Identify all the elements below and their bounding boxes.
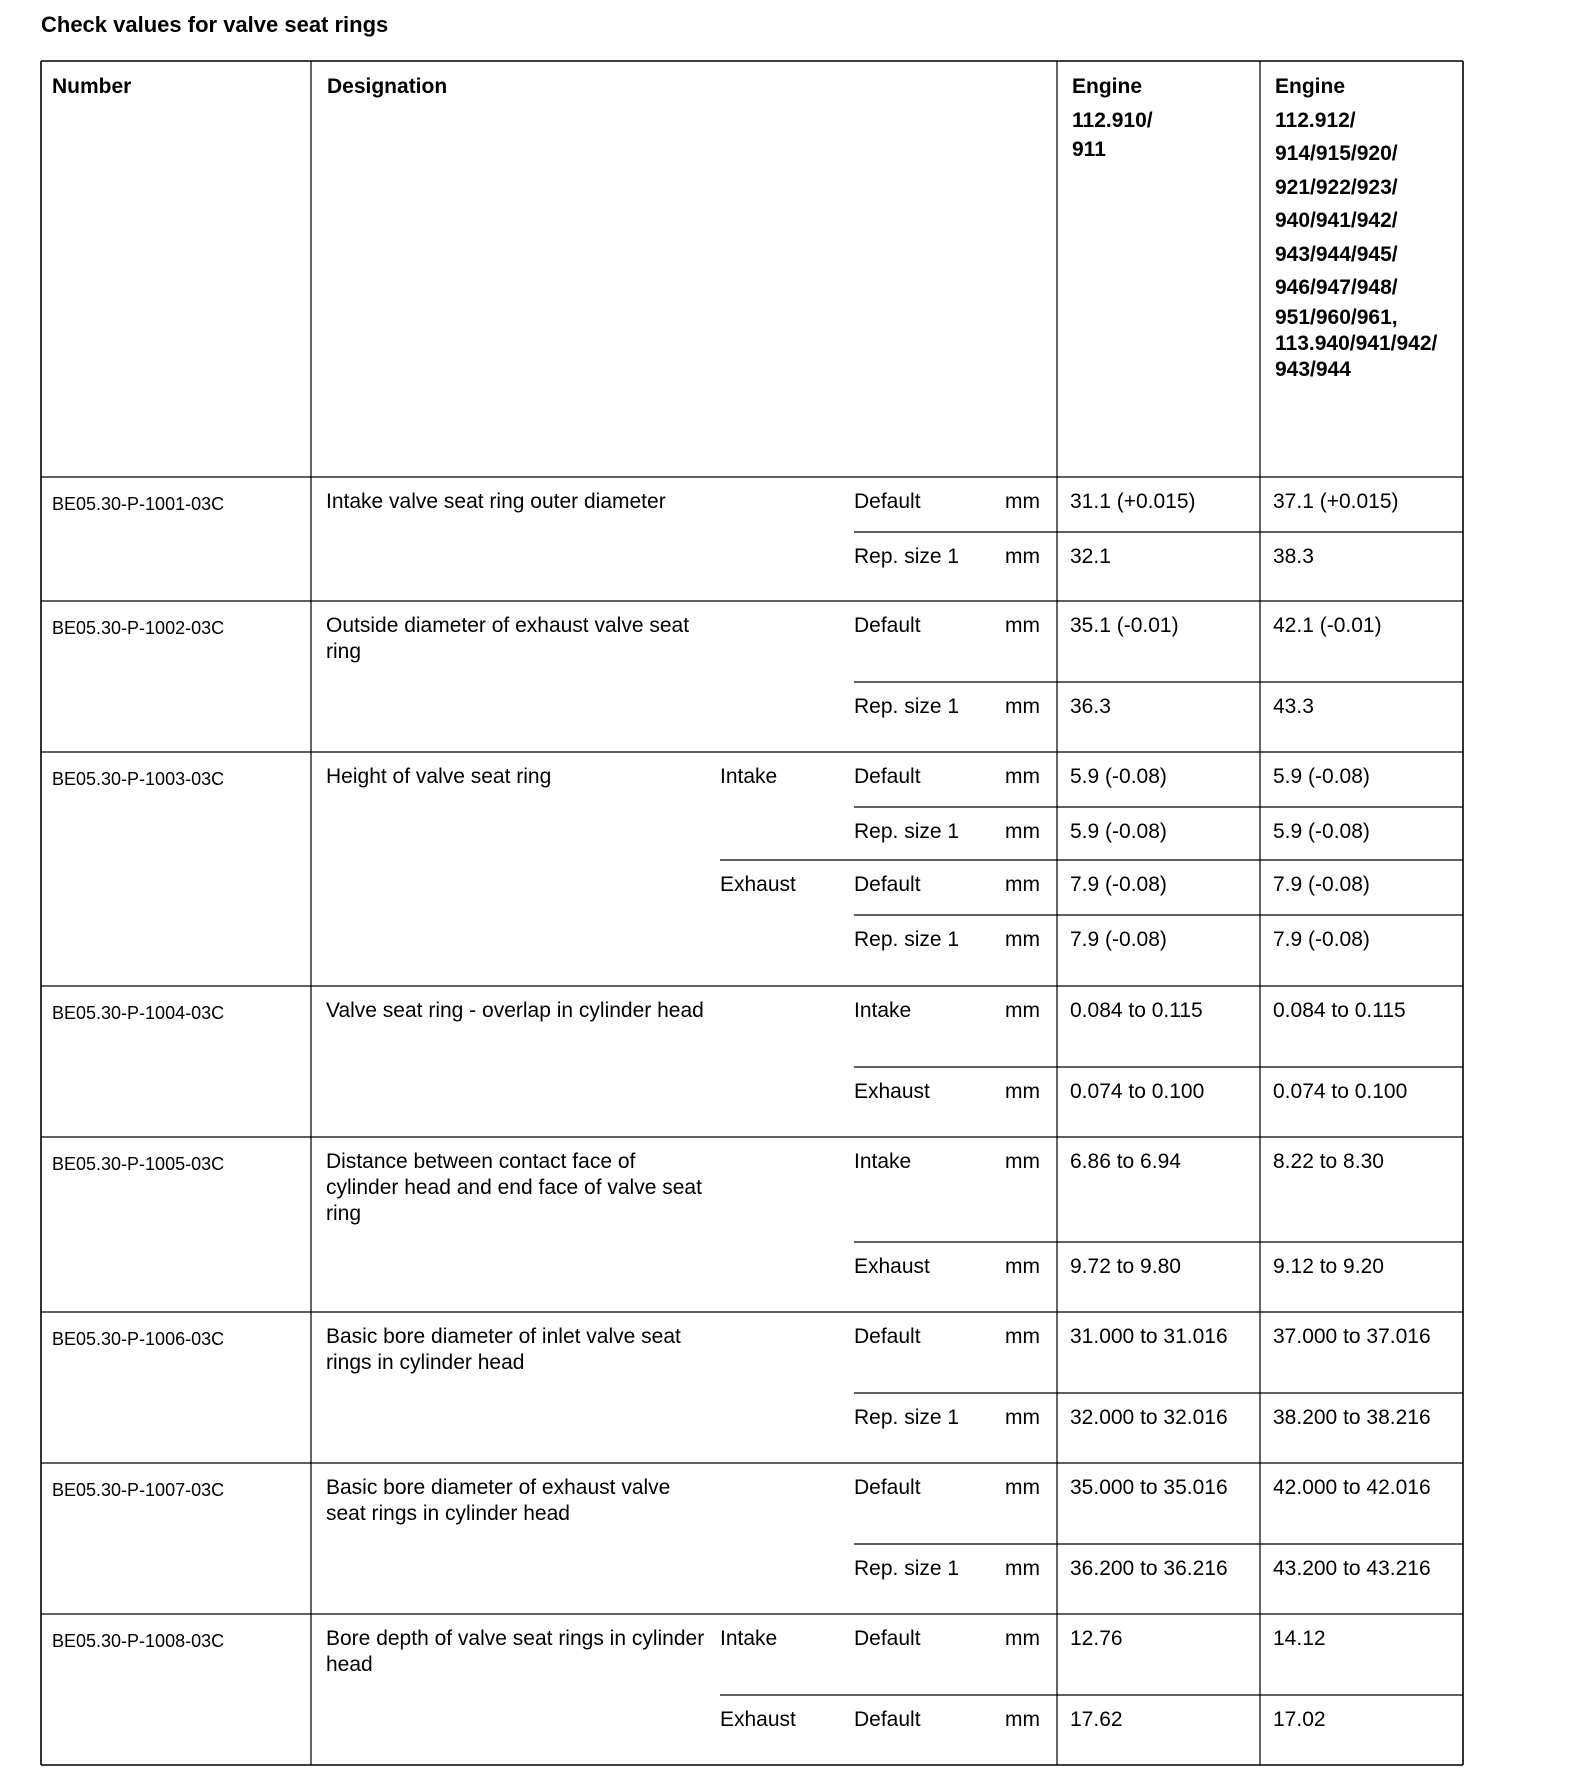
row-value-type: Rep. size 1: [854, 1557, 960, 1580]
value-engine-1: 12.76: [1070, 1627, 1123, 1650]
value-engine-1: 7.9 (-0.08): [1070, 928, 1167, 951]
row-unit: mm: [1005, 1708, 1040, 1731]
value-engine-2: 42.1 (-0.01): [1273, 614, 1382, 637]
value-engine-2: 37.000 to 37.016: [1273, 1325, 1431, 1348]
header-engine-2-line: 113.940/941/942/: [1275, 331, 1438, 355]
row-value-type: Rep. size 1: [854, 695, 960, 718]
row-value-type: Default: [854, 1325, 921, 1348]
row-number: BE05.30-P-1008-03C: [52, 1631, 225, 1651]
row-number: BE05.30-P-1007-03C: [52, 1480, 225, 1500]
row-subtype: Intake: [720, 765, 778, 788]
row-subtype: Exhaust: [720, 873, 796, 896]
value-engine-2: 8.22 to 8.30: [1273, 1150, 1384, 1173]
value-engine-1: 5.9 (-0.08): [1070, 765, 1167, 788]
value-engine-1: 0.074 to 0.100: [1070, 1080, 1205, 1103]
row-unit: mm: [1005, 765, 1040, 788]
row-unit: mm: [1005, 1080, 1040, 1103]
row-unit: mm: [1005, 545, 1040, 568]
value-engine-2: 43.3: [1273, 695, 1314, 718]
value-engine-1: 35.1 (-0.01): [1070, 614, 1179, 637]
row-unit: mm: [1005, 695, 1040, 718]
row-unit: mm: [1005, 1150, 1040, 1173]
row-designation: Valve seat ring - overlap in cylinder head: [326, 999, 704, 1022]
row-value-type: Default: [854, 1708, 921, 1731]
row-number: BE05.30-P-1006-03C: [52, 1329, 225, 1349]
value-engine-2: 38.200 to 38.216: [1273, 1406, 1431, 1429]
value-engine-1: 7.9 (-0.08): [1070, 873, 1167, 896]
row-designation: Height of valve seat ring: [326, 765, 552, 788]
row-subtype: Exhaust: [720, 1708, 796, 1731]
value-engine-2: 9.12 to 9.20: [1273, 1255, 1384, 1278]
row-value-type: Default: [854, 1476, 921, 1499]
row-value-type: Default: [854, 614, 921, 637]
row-designation: Basic bore diameter of exhaust valve seat rings in cylinder head: [326, 1476, 671, 1525]
value-engine-2: 42.000 to 42.016: [1273, 1476, 1431, 1499]
row-unit: mm: [1005, 873, 1040, 896]
value-engine-1: 9.72 to 9.80: [1070, 1255, 1181, 1278]
row-number: BE05.30-P-1005-03C: [52, 1154, 225, 1174]
value-engine-1: 31.000 to 31.016: [1070, 1325, 1228, 1348]
row-subtype: Intake: [720, 1627, 778, 1650]
header-engine-2-line: 921/922/923/: [1275, 175, 1398, 199]
row-unit: mm: [1005, 490, 1040, 513]
header-engine-2-line: 946/947/948/: [1275, 276, 1398, 299]
row-number: BE05.30-P-1002-03C: [52, 618, 225, 638]
row-value-type: Default: [854, 873, 921, 896]
value-engine-1: 31.1 (+0.015): [1070, 490, 1196, 513]
value-engine-1: 0.084 to 0.115: [1070, 999, 1203, 1022]
header-engine-2-line: 112.912/: [1275, 108, 1356, 132]
row-value-type: Exhaust: [854, 1080, 930, 1103]
value-engine-2: 5.9 (-0.08): [1273, 765, 1370, 788]
row-unit: mm: [1005, 1557, 1040, 1580]
page-title: Check values for valve seat rings: [41, 12, 389, 37]
row-value-type: Intake: [854, 1150, 912, 1173]
row-unit: mm: [1005, 999, 1040, 1022]
row-unit: mm: [1005, 614, 1040, 637]
row-value-type: Rep. size 1: [854, 1406, 960, 1429]
row-unit: mm: [1005, 928, 1040, 951]
value-engine-1: 5.9 (-0.08): [1070, 820, 1167, 843]
header-engine-1-line: Engine: [1072, 75, 1143, 98]
row-number: BE05.30-P-1003-03C: [52, 769, 225, 789]
row-designation: Intake valve seat ring outer diameter: [326, 490, 666, 513]
header-engine-2-line: Engine: [1275, 75, 1346, 98]
row-designation: Basic bore diameter of inlet valve seat rings in cylinder head: [326, 1325, 681, 1374]
value-engine-2: 5.9 (-0.08): [1273, 820, 1370, 843]
row-value-type: Exhaust: [854, 1255, 930, 1278]
value-engine-1: 6.86 to 6.94: [1070, 1150, 1181, 1173]
header-engine-2-line: 951/960/961,: [1275, 305, 1398, 329]
value-engine-2: 0.084 to 0.115: [1273, 999, 1406, 1022]
header-engine-2-line: 940/941/942/: [1275, 209, 1398, 232]
value-engine-2: 17.02: [1273, 1708, 1326, 1731]
row-unit: mm: [1005, 1476, 1040, 1499]
header-engine-1-line: 911: [1072, 138, 1106, 161]
row-value-type: Default: [854, 765, 921, 788]
row-designation: Bore depth of valve seat rings in cylinder head: [326, 1627, 705, 1676]
value-engine-1: 36.200 to 36.216: [1070, 1557, 1228, 1580]
header-engine-1-line: 112.910/: [1072, 108, 1153, 132]
row-number: BE05.30-P-1004-03C: [52, 1003, 225, 1023]
value-engine-2: 0.074 to 0.100: [1273, 1080, 1408, 1103]
row-value-type: Default: [854, 490, 921, 513]
value-engine-1: 17.62: [1070, 1708, 1123, 1731]
row-unit: mm: [1005, 1255, 1040, 1278]
header-engine-2-line: 943/944: [1275, 357, 1351, 381]
value-engine-2: 7.9 (-0.08): [1273, 873, 1370, 896]
row-unit: mm: [1005, 820, 1040, 843]
value-engine-1: 32.000 to 32.016: [1070, 1406, 1228, 1429]
value-engine-2: 7.9 (-0.08): [1273, 928, 1370, 951]
value-engine-1: 35.000 to 35.016: [1070, 1476, 1228, 1499]
row-unit: mm: [1005, 1406, 1040, 1429]
value-engine-1: 36.3: [1070, 695, 1111, 718]
value-engine-2: 37.1 (+0.015): [1273, 490, 1399, 513]
row-number: BE05.30-P-1001-03C: [52, 494, 225, 514]
value-engine-2: 14.12: [1273, 1627, 1326, 1650]
header-number: Number: [52, 75, 132, 98]
row-unit: mm: [1005, 1325, 1040, 1348]
row-unit: mm: [1005, 1627, 1040, 1650]
header-engine-1: [1072, 70, 1153, 163]
value-engine-2: 43.200 to 43.216: [1273, 1557, 1431, 1580]
row-value-type: Intake: [854, 999, 912, 1022]
row-value-type: Rep. size 1: [854, 545, 960, 568]
row-designation: Outside diameter of exhaust valve seat ring: [326, 614, 690, 663]
value-engine-2: 38.3: [1273, 545, 1314, 568]
value-engine-1: 32.1: [1070, 545, 1111, 568]
header-designation: Designation: [327, 75, 448, 98]
row-value-type: Default: [854, 1627, 921, 1650]
row-designation: Distance between contact face of cylinder head and end face of valve seat ring: [326, 1150, 702, 1225]
header-engine-2-line: 943/944/945/: [1275, 242, 1398, 266]
row-value-type: Rep. size 1: [854, 820, 960, 843]
row-value-type: Rep. size 1: [854, 928, 960, 951]
header-engine-2: [1275, 70, 1437, 383]
header-engine-2-line: 914/915/920/: [1275, 142, 1398, 165]
